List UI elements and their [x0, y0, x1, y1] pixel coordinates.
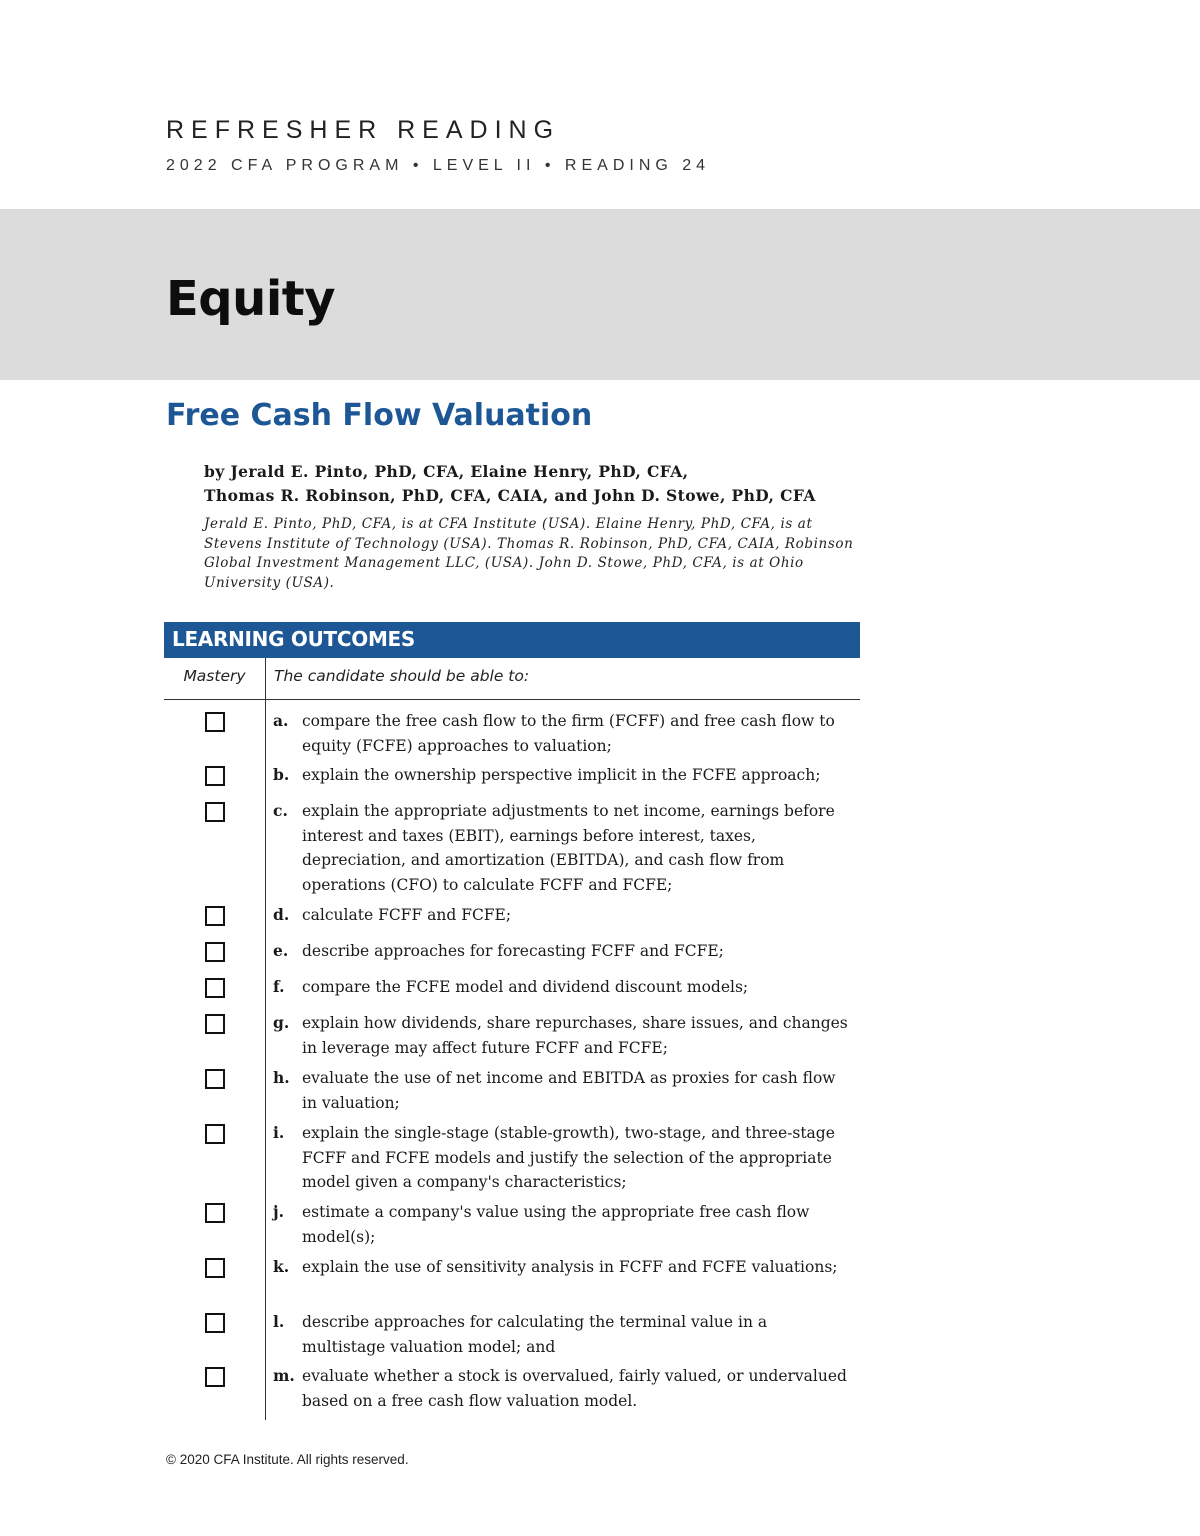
outcome-text: compare the free cash flow to the firm (FCFF) and free cash flow to equity (FCFE) approaches to valuation;: [302, 712, 835, 755]
mastery-checkbox[interactable]: [205, 766, 225, 786]
mastery-column-header: Mastery: [183, 667, 246, 685]
outcome-letter: l.: [273, 1312, 285, 1331]
outcome-letter: b.: [273, 765, 290, 784]
outcome-text: evaluate whether a stock is overvalued, fairly valued, or undervalued based on a free cash flow valuation model.: [302, 1367, 847, 1410]
outcome-letter: k.: [273, 1257, 290, 1276]
outcome-letter: d.: [273, 905, 290, 924]
outcome-text: explain the appropriate adjustments to net income, earnings before interest and taxes (EBIT), earnings before interest, taxes, depreciation, and amortization (EBITDA), and cash flow from operations (CFO) to calculate FCFF and FCFE;: [302, 802, 835, 894]
author-affiliations: Jerald E. Pinto, PhD, CFA, is at CFA Institute (USA). Elaine Henry, PhD, CFA, is at Stevens Institute of Technology (USA). Thomas R. Robinson, PhD, CFA, CAIA, Robinson Global Investment Management LLC, (USA). John D. Stowe, PhD, CFA, is at Ohio University (USA).: [204, 516, 854, 591]
outcome-text: describe approaches for forecasting FCFF and FCFE;: [302, 942, 724, 960]
outcome-text: describe approaches for calculating the terminal value in a multistage valuation model; and: [302, 1313, 768, 1356]
outcome-text: estimate a company's value using the appropriate free cash flow model(s);: [302, 1203, 810, 1246]
outcome-letter: a.: [273, 711, 289, 730]
mastery-checkbox[interactable]: [205, 906, 225, 926]
authors: [204, 460, 924, 508]
candidate-column-header: The candidate should be able to:: [274, 667, 530, 685]
outcome-text: explain how dividends, share repurchases, share issues, and changes in leverage may affect future FCFF and FCFE;: [302, 1014, 848, 1057]
outcome-text: explain the use of sensitivity analysis in FCFF and FCFE valuations;: [302, 1258, 838, 1276]
outcome-text: explain the single-stage (stable-growth), two-stage, and three-stage FCFF and FCFE models and justify the selection of the appropriate model given a company's characteristics;: [302, 1124, 835, 1191]
mastery-checkbox[interactable]: [205, 1258, 225, 1278]
header-divider: [164, 699, 860, 700]
mastery-checkbox[interactable]: [205, 1014, 225, 1034]
copyright-notice: © 2020 CFA Institute. All rights reserved.: [166, 1452, 409, 1467]
authors-line-1: by Jerald E. Pinto, PhD, CFA, Elaine Henry, PhD, CFA,: [204, 462, 689, 481]
outcome-letter: j.: [273, 1202, 285, 1221]
outcome-letter: f.: [273, 977, 285, 996]
mastery-checkbox[interactable]: [205, 712, 225, 732]
mastery-checkbox[interactable]: [205, 1367, 225, 1387]
outcome-letter: e.: [273, 941, 289, 960]
title-band: [0, 209, 1200, 380]
mastery-checkbox[interactable]: [205, 1203, 225, 1223]
outcome-letter: c.: [273, 801, 288, 820]
mastery-checkbox[interactable]: [205, 802, 225, 822]
page-title: Equity: [166, 271, 336, 327]
mastery-checkbox[interactable]: [205, 1069, 225, 1089]
learning-outcomes-header: [164, 622, 860, 658]
learning-outcomes-heading: LEARNING OUTCOMES: [172, 627, 416, 651]
outcome-letter: m.: [273, 1366, 295, 1385]
outcome-text: explain the ownership perspective implicit in the FCFE approach;: [302, 766, 821, 784]
outcome-text: evaluate the use of net income and EBITDA as proxies for cash flow in valuation;: [302, 1069, 836, 1112]
outcome-letter: g.: [273, 1013, 290, 1032]
authors-line-2: Thomas R. Robinson, PhD, CFA, CAIA, and John D. Stowe, PhD, CFA: [204, 486, 816, 505]
kicker-label: REFRESHER READING: [166, 116, 561, 144]
outcome-letter: h.: [273, 1068, 290, 1087]
mastery-checkbox[interactable]: [205, 978, 225, 998]
outcome-text: calculate FCFF and FCFE;: [302, 906, 512, 924]
outcome-text: compare the FCFE model and dividend discount models;: [302, 978, 749, 996]
program-line: 2022 CFA PROGRAM • LEVEL II • READING 24: [166, 157, 711, 174]
mastery-checkbox[interactable]: [205, 1313, 225, 1333]
column-divider: [265, 658, 266, 1420]
outcome-letter: i.: [273, 1123, 285, 1142]
mastery-checkbox[interactable]: [205, 942, 225, 962]
reading-title: Free Cash Flow Valuation: [166, 398, 593, 433]
mastery-checkbox[interactable]: [205, 1124, 225, 1144]
